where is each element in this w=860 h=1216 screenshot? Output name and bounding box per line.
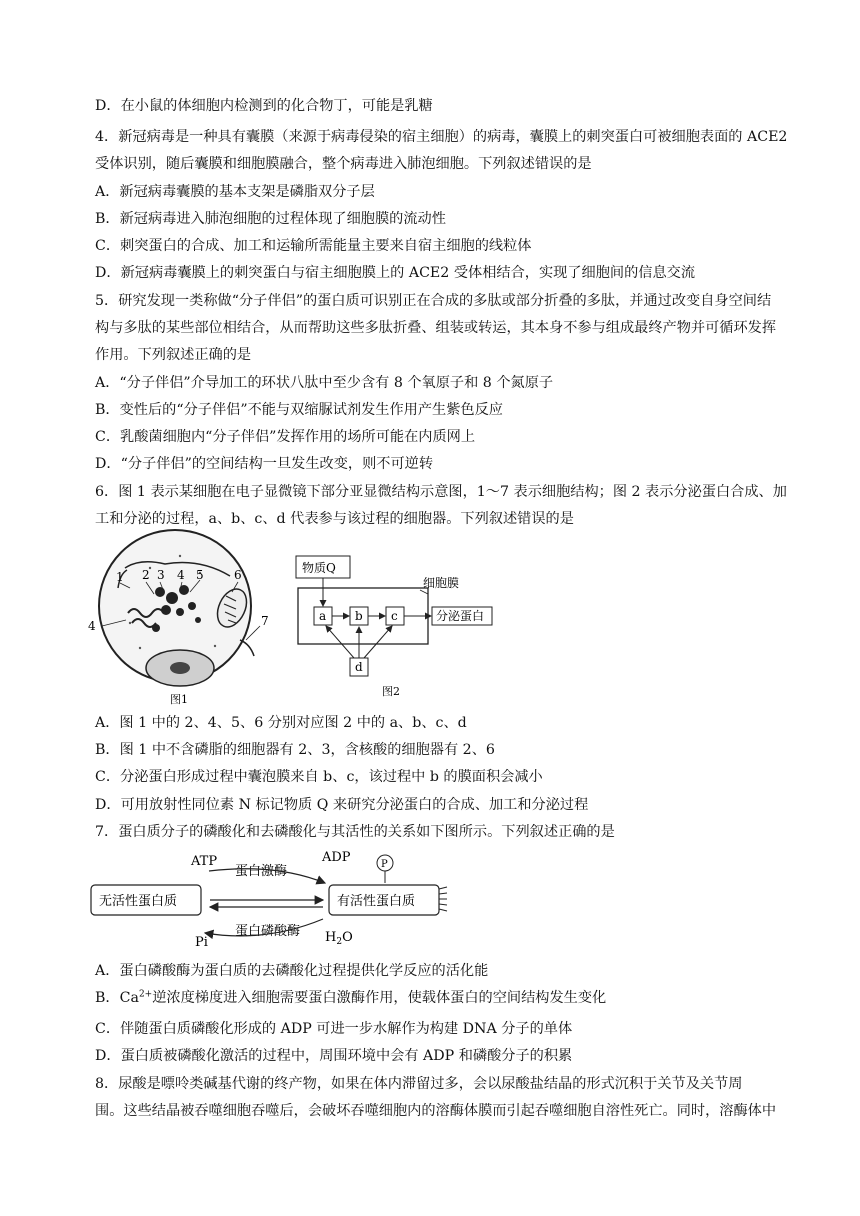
fig1-caption: 图1 [170, 693, 188, 706]
fig1-label-2: 2 [142, 568, 150, 582]
text-line: 8．尿酸是嘌呤类碱基代谢的终产物，如果在体内滞留过多，会以尿酸盐结晶的形式沉积于关节及关节周 [95, 1076, 743, 1092]
text-line: A．蛋白磷酸酶为蛋白质的去磷酸化过程提供化学反应的活化能 [95, 963, 489, 979]
node-b: b [355, 609, 363, 623]
text-line: 作用。下列叙述正确的是 [95, 347, 252, 363]
text-line: 工和分泌的过程，a、b、c、d 代表参与该过程的细胞器。下列叙述错误的是 [95, 511, 574, 527]
text-line: 围。这些结晶被吞噬细胞吞噬后，会破坏吞噬细胞内的溶酶体膜而引起吞噬细胞自溶性死亡。同时，溶酶体中 [95, 1103, 777, 1119]
text-line: A．图 1 中的 2、4、5、6 分别对应图 2 中的 a、b、c、d [95, 715, 467, 731]
text-line: B．新冠病毒进入肺泡细胞的过程体现了细胞膜的流动性 [95, 211, 446, 227]
text-line: 6．图 1 表示某细胞在电子显微镜下部分亚显微结构示意图，1～7 表示细胞结构；图 2 表示分泌蛋白合成、加 [95, 484, 787, 500]
inactive-protein-label: 无活性蛋白质 [99, 894, 178, 909]
phosphate-group-label: P [381, 859, 388, 870]
substance-q-label: 物质Q [302, 561, 336, 575]
fig1-label-1: 1 [116, 570, 124, 584]
active-protein-label: 有活性蛋白质 [337, 894, 416, 909]
text-line: D．可用放射性同位素 N 标记物质 Q 来研究分泌蛋白的合成、加工和分泌过程 [95, 797, 589, 813]
text-line: 受体识别，随后囊膜和细胞膜融合，整个病毒进入肺泡细胞。下列叙述错误的是 [95, 156, 592, 172]
cell-membrane-label: 细胞膜 [423, 576, 460, 590]
fig2-caption: 图2 [382, 685, 400, 698]
text-line: A．新冠病毒囊膜的基本支架是磷脂双分子层 [95, 184, 375, 200]
text-line: C．分泌蛋白形成过程中囊泡膜来自 b、c，该过程中 b 的膜面积会减小 [95, 769, 543, 785]
figure-1-cell-diagram [80, 528, 285, 706]
text-line: A．“分子伴侣”介导加工的环状八肽中至少含有 8 个氧原子和 8 个氮原子 [95, 375, 554, 391]
text-line: 4．新冠病毒是一种具有囊膜（来源于病毒侵染的宿主细胞）的病毒，囊膜上的刺突蛋白可被细胞表面的 ACE2 [95, 129, 788, 145]
text-line: C．伴随蛋白质磷酸化形成的 ADP 可进一步水解作为构建 DNA 分子的单体 [95, 1021, 573, 1037]
node-a: a [319, 609, 327, 623]
text-line: D．蛋白质被磷酸化激活的过程中，周围环境中会有 ADP 和磷酸分子的积累 [95, 1048, 573, 1064]
text-line: D．在小鼠的体细胞内检测到的化合物丁，可能是乳糖 [95, 98, 433, 114]
fig1-label-4b: 4 [88, 619, 96, 633]
text-line: 构与多肽的某些部位相结合，从而帮助这些多肽折叠、组装或转运，其本身不参与组成最终产物并可循环发挥 [95, 320, 777, 336]
node-d: d [355, 660, 363, 674]
text-line: C．乳酸菌细胞内“分子伴侣”发挥作用的场所可能在内质网上 [95, 429, 476, 445]
pi-label: Pi [195, 935, 208, 950]
atp-label: ATP [191, 854, 218, 869]
text-line: 7．蛋白质分子的磷酸化和去磷酸化与其活性的关系如下图所示。下列叙述正确的是 [95, 824, 615, 840]
fig1-label-4: 4 [177, 568, 185, 582]
text-line: B．变性后的“分子伴侣”不能与双缩脲试剂发生作用产生紫色反应 [95, 402, 503, 418]
secreted-protein-label: 分泌蛋白 [436, 609, 485, 623]
option-7b: B．$Ca^{2+}$逆浓度梯度进入细胞需要蛋白激酶作用，使载体蛋白的空间结构发生变化 [95, 989, 607, 1006]
text-line: 5．研究发现一类称做“分子伴侣”的蛋白质可识别正在合成的多肽或部分折叠的多肽，并通过改变自身空间结 [95, 293, 772, 309]
water-label: $H_2O$ [325, 930, 353, 947]
text-line: C．刺突蛋白的合成、加工和运输所需能量主要来自宿主细胞的线粒体 [95, 238, 532, 254]
figure-2-secretion-flow [290, 552, 520, 702]
text-line: B．图 1 中不含磷脂的细胞器有 2、3，含核酸的细胞器有 2、6 [95, 742, 495, 758]
node-c: c [391, 609, 398, 623]
protein-kinase-label: 蛋白激酶 [235, 864, 288, 879]
fig1-label-5: 5 [196, 568, 204, 582]
fig1-label-7: 7 [261, 614, 269, 628]
adp-label: ADP [322, 850, 351, 865]
figure-7-phosphorylation-cycle [85, 843, 465, 951]
protein-phosphatase-label: 蛋白磷酸酶 [235, 924, 301, 939]
text-line: D．新冠病毒囊膜上的刺突蛋白与宿主细胞膜上的 ACE2 受体相结合，实现了细胞间的信息交流 [95, 265, 696, 281]
fig1-label-6: 6 [234, 568, 242, 582]
text-line: D．“分子伴侣”的空间结构一旦发生改变，则不可逆转 [95, 456, 434, 472]
fig1-label-3: 3 [157, 568, 165, 582]
